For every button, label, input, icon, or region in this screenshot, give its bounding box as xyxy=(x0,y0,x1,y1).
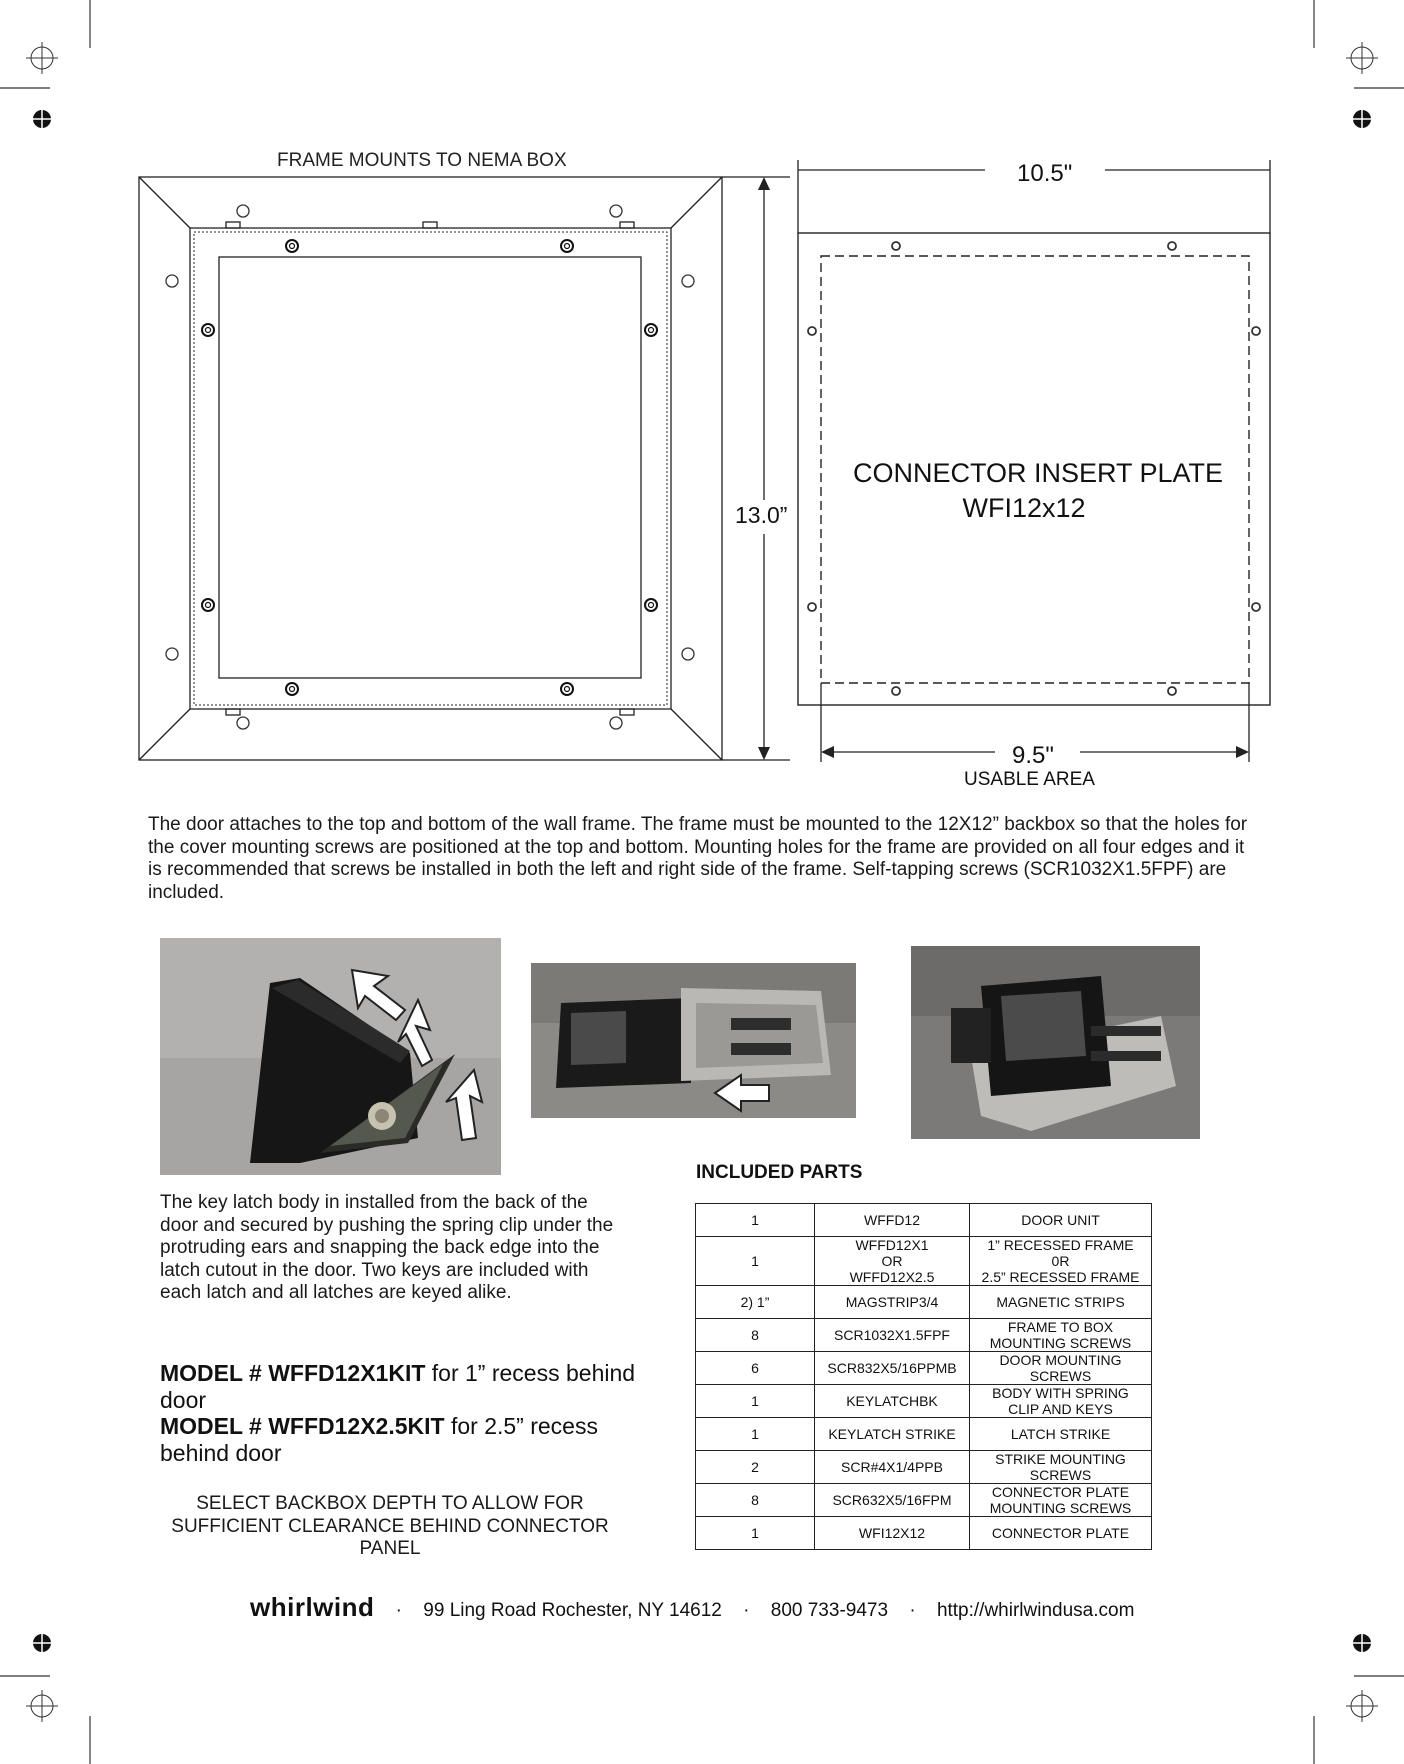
description-cell: DOOR UNIT xyxy=(970,1204,1152,1237)
model-1 xyxy=(160,1360,640,1413)
qty-cell: 8 xyxy=(696,1484,815,1517)
select-backbox-note: SELECT BACKBOX DEPTH TO ALLOW FOR SUFFICIENT CLEARANCE BEHIND CONNECTOR PANEL xyxy=(171,1493,609,1559)
spring-clip-photo xyxy=(531,963,856,1118)
table-row xyxy=(696,1451,1152,1484)
table-row xyxy=(696,1319,1152,1352)
description-cell: 1” RECESSED FRAME 0R 2.5” RECESSED FRAME xyxy=(970,1237,1152,1286)
qty-cell: 1 xyxy=(696,1237,815,1286)
technical-drawing xyxy=(0,0,1404,800)
part-number-cell: MAGSTRIP3/4 xyxy=(815,1286,970,1319)
recessed-frame-drawing xyxy=(139,177,722,760)
description-cell: DOOR MOUNTING SCREWS xyxy=(970,1352,1152,1385)
description-cell: LATCH STRIKE xyxy=(970,1418,1152,1451)
model-1-desc: for 1” recess behind door xyxy=(160,1360,636,1413)
door-screw-icon xyxy=(202,240,657,695)
table-row xyxy=(696,1204,1152,1237)
part-number-cell: SCR1032X1.5FPF xyxy=(815,1319,970,1352)
footer-phone: 800 733-9473 xyxy=(770,1600,889,1621)
description-cell: CONNECTOR PLATE MOUNTING SCREWS xyxy=(970,1484,1152,1517)
table-row xyxy=(696,1385,1152,1418)
model-2-desc: for 2.5” recess behind door xyxy=(160,1413,598,1466)
description-cell: STRIKE MOUNTING SCREWS xyxy=(970,1451,1152,1484)
part-number-cell: KEYLATCHBK xyxy=(815,1385,970,1418)
plate-title-line2: WFI12x12 xyxy=(962,493,1086,523)
qty-cell: 8 xyxy=(696,1319,815,1352)
table-row xyxy=(696,1484,1152,1517)
qty-cell: 6 xyxy=(696,1352,815,1385)
qty-cell: 1 xyxy=(696,1517,815,1550)
footer-address: 99 Ling Road Rochester, NY 14612 xyxy=(423,1600,722,1621)
part-number-cell: WFI12X12 xyxy=(815,1517,970,1550)
plate-title-line1: CONNECTOR INSERT PLATE xyxy=(852,458,1224,488)
qty-cell: 1 xyxy=(696,1385,815,1418)
intro-paragraph: The door attaches to the top and bottom of the wall frame. The frame must be mounted to the 12X12” backbox so that the holes for the cover mounting screws are positioned at the top and bottom. Mounting holes for the frame are provided on all four edges and it is recommended that screws be installed in both the left and right side of the frame. Self-tapping screws (SCR1032X1.5FPF) are included. xyxy=(148,814,1248,903)
parts-table xyxy=(695,1203,1152,1550)
table-row xyxy=(696,1237,1152,1286)
model-1-label: MODEL # WFFD12X1KIT xyxy=(160,1360,426,1386)
table-row xyxy=(696,1286,1152,1319)
qty-cell: 1 xyxy=(696,1418,815,1451)
model-2-label: MODEL # WFFD12X2.5KIT xyxy=(160,1413,445,1439)
qty-cell: 1 xyxy=(696,1204,815,1237)
part-number-cell: SCR#4X1/4PPB xyxy=(815,1451,970,1484)
description-cell: MAGNETIC STRIPS xyxy=(970,1286,1152,1319)
latch-paragraph: The key latch body in installed from the back of the door and secured by pushing the spring clip under the protruding ears and snapping the back edge into the latch cutout in the door. Two keys are included with each latch and all latches are keyed alike. xyxy=(160,1192,614,1303)
separator: · xyxy=(743,1600,750,1621)
part-number-cell: WFFD12 xyxy=(815,1204,970,1237)
qty-cell: 2 xyxy=(696,1451,815,1484)
height-dimension-line xyxy=(722,177,790,760)
footer xyxy=(250,1592,1150,1623)
usable-dimension-label: 9.5" xyxy=(1012,742,1054,769)
usable-area-label: USABLE AREA xyxy=(964,769,1095,790)
part-number-cell: SCR632X5/16FPM xyxy=(815,1484,970,1517)
latch-assembly-photo xyxy=(911,946,1200,1139)
description-cell: FRAME TO BOX MOUNTING SCREWS xyxy=(970,1319,1152,1352)
frame-mounting-hole-icon xyxy=(166,205,694,729)
model-2 xyxy=(160,1413,640,1466)
part-number-cell: WFFD12X1 OR WFFD12X2.5 xyxy=(815,1237,970,1286)
part-number-cell: SCR832X5/16PPMB xyxy=(815,1352,970,1385)
table-row xyxy=(696,1517,1152,1550)
table-row xyxy=(696,1418,1152,1451)
description-cell: BODY WITH SPRING CLIP AND KEYS xyxy=(970,1385,1152,1418)
parts-title: INCLUDED PARTS xyxy=(696,1162,863,1183)
width-dimension-label: 10.5" xyxy=(1017,160,1073,187)
height-dimension-label: 13.0” xyxy=(735,502,788,528)
separator: · xyxy=(909,1600,916,1621)
frame-caption: FRAME MOUNTS TO NEMA BOX xyxy=(277,150,567,171)
brand-logo: whirlwind xyxy=(250,1592,375,1622)
description-cell: CONNECTOR PLATE xyxy=(970,1517,1152,1550)
table-row xyxy=(696,1352,1152,1385)
part-number-cell: KEYLATCH STRIKE xyxy=(815,1418,970,1451)
qty-cell: 2) 1” xyxy=(696,1286,815,1319)
key-latch-photo xyxy=(160,938,501,1175)
model-block xyxy=(160,1360,640,1466)
separator: · xyxy=(395,1600,402,1621)
footer-url[interactable]: http://whirlwindusa.com xyxy=(936,1600,1135,1621)
